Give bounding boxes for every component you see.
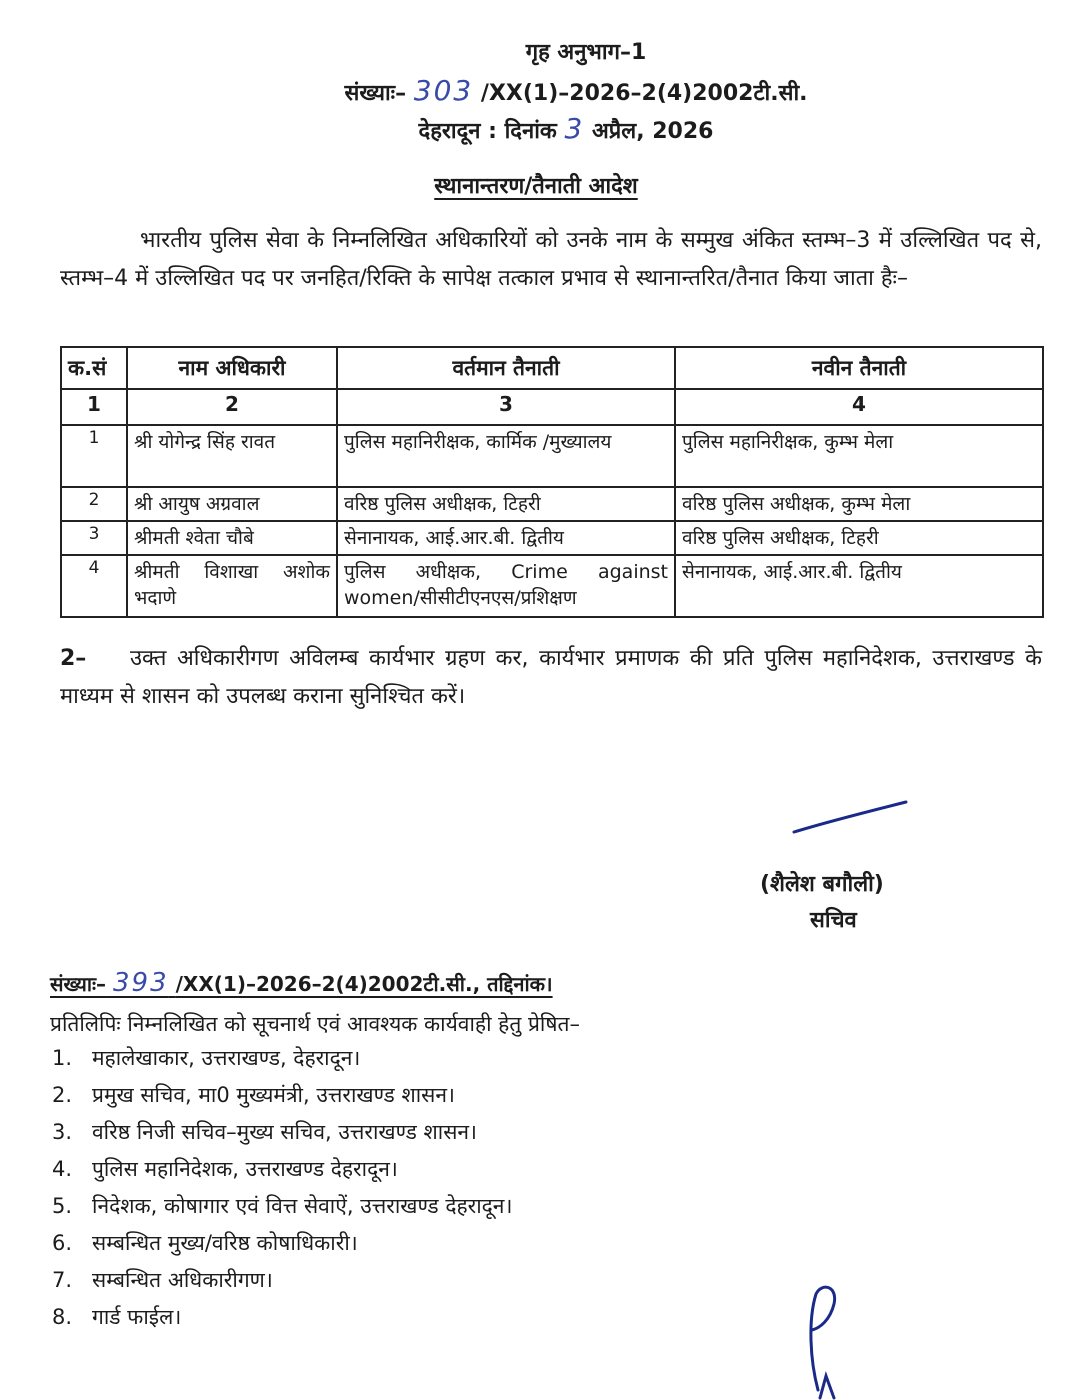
table-row xyxy=(61,487,1043,521)
list-item-text: निदेशक, कोषागार एवं वित्त सेवाऐं, उत्तराखण्ड देहरादून। xyxy=(92,1194,513,1218)
row-officer-name: श्री योगेन्द्र सिंह रावत xyxy=(127,425,337,487)
signature-mark xyxy=(790,798,910,838)
list-item-text: वरिष्ठ निजी सचिव–मुख्य सचिव, उत्तराखण्ड शासन। xyxy=(92,1120,478,1144)
row-new-posting: वरिष्ठ पुलिस अधीक्षक, टिहरी xyxy=(675,521,1043,555)
copy-number-prefix: संख्याः– xyxy=(50,972,107,996)
transfer-table xyxy=(60,346,1044,618)
order-title xyxy=(0,170,1072,200)
row-serial: 2 xyxy=(61,487,127,521)
column-number-row xyxy=(61,389,1043,425)
list-item-number: 6. xyxy=(52,1231,73,1255)
copy-list xyxy=(52,1040,512,1336)
copy-number-suffix: /XX(1)–2026–2(4)2002टी.सी., तद्दिनांक। xyxy=(175,972,553,996)
column-number: 4 xyxy=(675,389,1043,425)
list-item xyxy=(52,1262,512,1299)
list-item-text: गार्ड फाईल। xyxy=(92,1305,182,1329)
table-row xyxy=(61,555,1043,617)
column-number: 2 xyxy=(127,389,337,425)
header-new-posting: नवीन तैनाती xyxy=(675,347,1043,389)
initials-mark xyxy=(790,1280,880,1400)
signatory-designation: सचिव xyxy=(810,908,857,933)
order-number-line xyxy=(40,74,1072,107)
row-new-posting: सेनानायक, आई.आर.बी. द्वितीय xyxy=(675,555,1043,617)
list-item-number: 7. xyxy=(52,1268,73,1292)
table-header-row xyxy=(61,347,1043,389)
copy-intro: प्रतिलिपिः निम्नलिखित को सूचनार्थ एवं आवश्यक कार्यवाही हेतु प्रेषित– xyxy=(50,1012,580,1036)
row-officer-name: श्री आयुष अग्रवाल xyxy=(127,487,337,521)
department-heading: गृह अनुभाग–1 xyxy=(525,40,647,65)
copy-number-line xyxy=(50,968,553,998)
list-item xyxy=(52,1151,512,1188)
header-serial: क.सं xyxy=(61,347,127,389)
row-serial: 4 xyxy=(61,555,127,617)
row-current-posting: पुलिस अधीक्षक, Crime against women/सीसीटीएनएस/प्रशिक्षण xyxy=(337,555,675,617)
list-item-number: 8. xyxy=(52,1305,73,1329)
list-item-text: पुलिस महानिदेशक, उत्तराखण्ड देहरादून। xyxy=(92,1157,398,1181)
list-item-text: सम्बन्धित मुख्य/वरिष्ठ कोषाधिकारी। xyxy=(92,1231,358,1255)
date-line xyxy=(30,112,1072,145)
list-item xyxy=(52,1040,512,1077)
row-new-posting: पुलिस महानिरीक्षक, कुम्भ मेला xyxy=(675,425,1043,487)
paragraph-1: भारतीय पुलिस सेवा के निम्नलिखित अधिकारियों को उनके नाम के सम्मुख अंकित स्तम्भ–3 में उल्लिखित पद से, स्तम्भ–4 में उल्लिखित पद पर जनहित/रिक्ति के सापेक्ष तत्काल प्रभाव से स्थानान्तरित/तैनात किया जाता हैः– xyxy=(60,228,1042,291)
list-item-text: महालेखाकार, उत्तराखण्ड, देहरादून। xyxy=(92,1046,361,1070)
paragraph-2-number: 2– xyxy=(60,646,87,671)
row-officer-name: श्रीमती श्वेता चौबे xyxy=(127,521,337,555)
column-number: 3 xyxy=(337,389,675,425)
list-item-number: 1. xyxy=(52,1046,73,1070)
list-item-text: प्रमुख सचिव, मा0 मुख्यमंत्री, उत्तराखण्ड शासन। xyxy=(92,1083,455,1107)
row-serial: 3 xyxy=(61,521,127,555)
row-new-posting: वरिष्ठ पुलिस अधीक्षक, कुम्भ मेला xyxy=(675,487,1043,521)
row-current-posting: सेनानायक, आई.आर.बी. द्वितीय xyxy=(337,521,675,555)
row-officer-name: श्रीमती विशाखा अशोक भदाणे xyxy=(127,555,337,617)
order-number-prefix: संख्याः– xyxy=(344,81,407,106)
row-current-posting: पुलिस महानिरीक्षक, कार्मिक /मुख्यालय xyxy=(337,425,675,487)
date-day-handwritten: 3 xyxy=(564,112,585,145)
list-item-number: 2. xyxy=(52,1083,73,1107)
header-current-posting: वर्तमान तैनाती xyxy=(337,347,675,389)
list-item-number: 5. xyxy=(52,1194,73,1218)
row-current-posting: वरिष्ठ पुलिस अधीक्षक, टिहरी xyxy=(337,487,675,521)
list-item-number: 4. xyxy=(52,1157,73,1181)
paragraph-2-text: उक्त अधिकारीगण अविलम्ब कार्यभार ग्रहण कर, कार्यभार प्रमाणक की प्रति पुलिस महानिदेशक, उत्तराखण्ड के माध्यम से शासन को उपलब्ध कराना सुनिश्चित करें। xyxy=(60,646,1042,709)
header-officer-name: नाम अधिकारी xyxy=(127,347,337,389)
list-item-text: सम्बन्धित अधिकारीगण। xyxy=(92,1268,273,1292)
date-month-year: अप्रैल, 2026 xyxy=(591,119,714,144)
list-item xyxy=(52,1188,512,1225)
list-item xyxy=(52,1225,512,1262)
list-item-number: 3. xyxy=(52,1120,73,1144)
order-number-handwritten: 303 xyxy=(413,74,474,107)
table-row xyxy=(61,425,1043,487)
copy-number-handwritten: 393 xyxy=(113,968,169,998)
column-number: 1 xyxy=(61,389,127,425)
row-serial: 1 xyxy=(61,425,127,487)
signatory-name: (शैलेश बगौली) xyxy=(760,872,884,897)
table-row xyxy=(61,521,1043,555)
date-prefix: देहरादून : दिनांक xyxy=(418,119,557,144)
list-item xyxy=(52,1299,512,1336)
list-item xyxy=(52,1077,512,1114)
list-item xyxy=(52,1114,512,1151)
order-number-suffix: /XX(1)–2026–2(4)2002टी.सी. xyxy=(480,81,808,106)
order-title-text: स्थानान्तरण/तैनाती आदेश xyxy=(434,174,638,199)
paragraph-2 xyxy=(60,640,1042,716)
